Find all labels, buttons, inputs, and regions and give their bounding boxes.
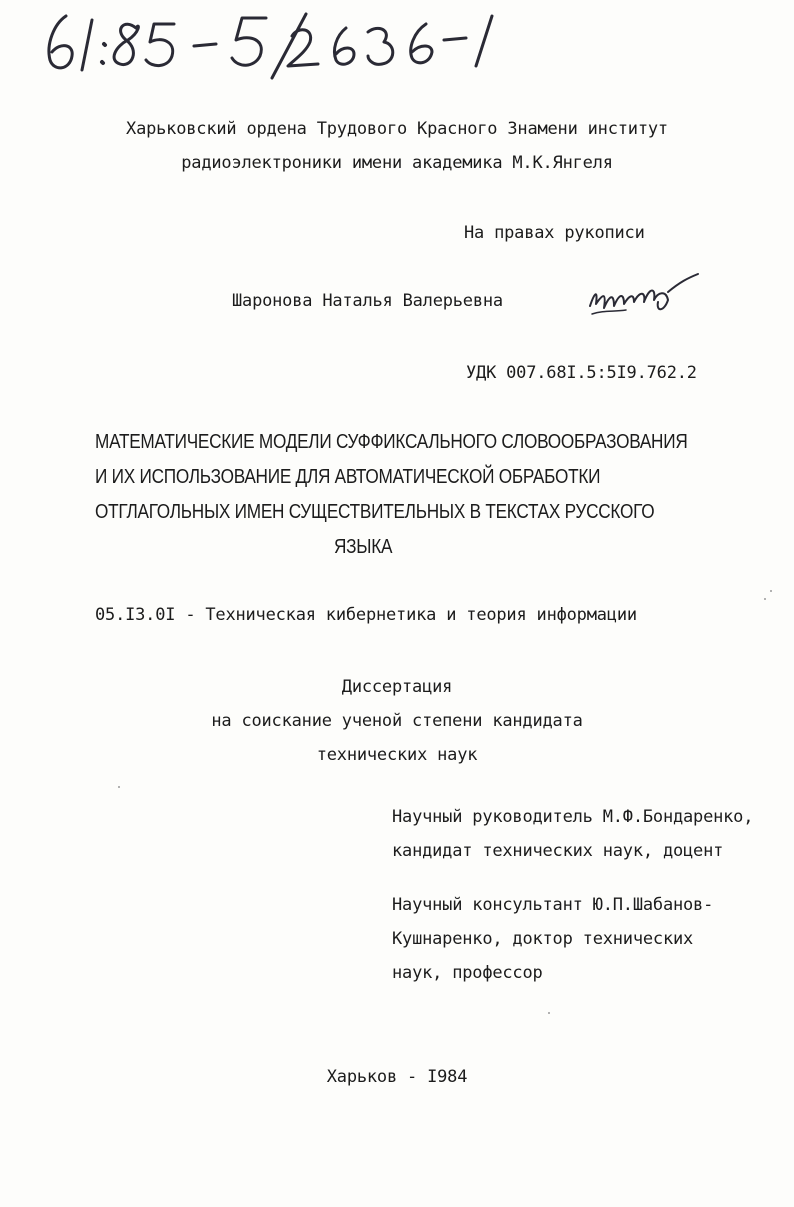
rights-note: На правах рукописи <box>464 223 645 243</box>
title-line-4: ЯЗЫКА <box>334 536 393 558</box>
title-line-3: ОТГЛАГОЛЬНЫХ ИМЕН СУЩЕСТВИТЕЛЬНЫХ В ТЕКСТАХ РУССКОГО <box>95 501 655 523</box>
institute-line-2: радиоэлектроники имени академика М.К.Янгеля <box>181 153 613 173</box>
handwritten-archive-number <box>36 6 506 86</box>
consultant-line-3: наук, профессор <box>392 963 543 983</box>
institute-line-1: Харьковский ордена Трудового Красного Знамени институт <box>126 119 668 139</box>
dissertation-label: Диссертация <box>341 677 453 697</box>
degree-line: на соискание ученой степени кандидата <box>211 711 583 731</box>
author-name: Шаронова Наталья Валерьевна <box>232 291 503 311</box>
title-line-2: И ИХ ИСПОЛЬЗОВАНИЕ ДЛЯ АВТОМАТИЧЕСКОЙ ОБРАБОТКИ <box>95 466 601 488</box>
degree-field: технических наук <box>316 745 478 765</box>
scan-speck <box>118 786 120 788</box>
place-and-year: Харьков - I984 <box>326 1067 468 1087</box>
author-signature <box>584 264 704 324</box>
udc-code: УДК 007.68I.5:5I9.762.2 <box>466 363 697 383</box>
supervisor-line-2: кандидат технических наук, доцент <box>392 841 724 861</box>
scan-speck <box>764 598 766 600</box>
consultant-line-1: Научный консультант Ю.П.Шабанов- <box>392 895 714 915</box>
title-line-1: МАТЕМАТИЧЕСКИЕ МОДЕЛИ СУФФИКСАЛЬНОГО СЛОВООБРАЗОВАНИЯ <box>95 431 688 453</box>
supervisor-line-1: Научный руководитель М.Ф.Бондаренко, <box>392 807 754 827</box>
scan-speck <box>770 590 772 592</box>
specialty-code: 05.I3.0I - Техническая кибернетика и теория информации <box>95 605 637 625</box>
scan-speck <box>548 1012 550 1014</box>
consultant-line-2: Кушнаренко, доктор технических <box>392 929 694 949</box>
